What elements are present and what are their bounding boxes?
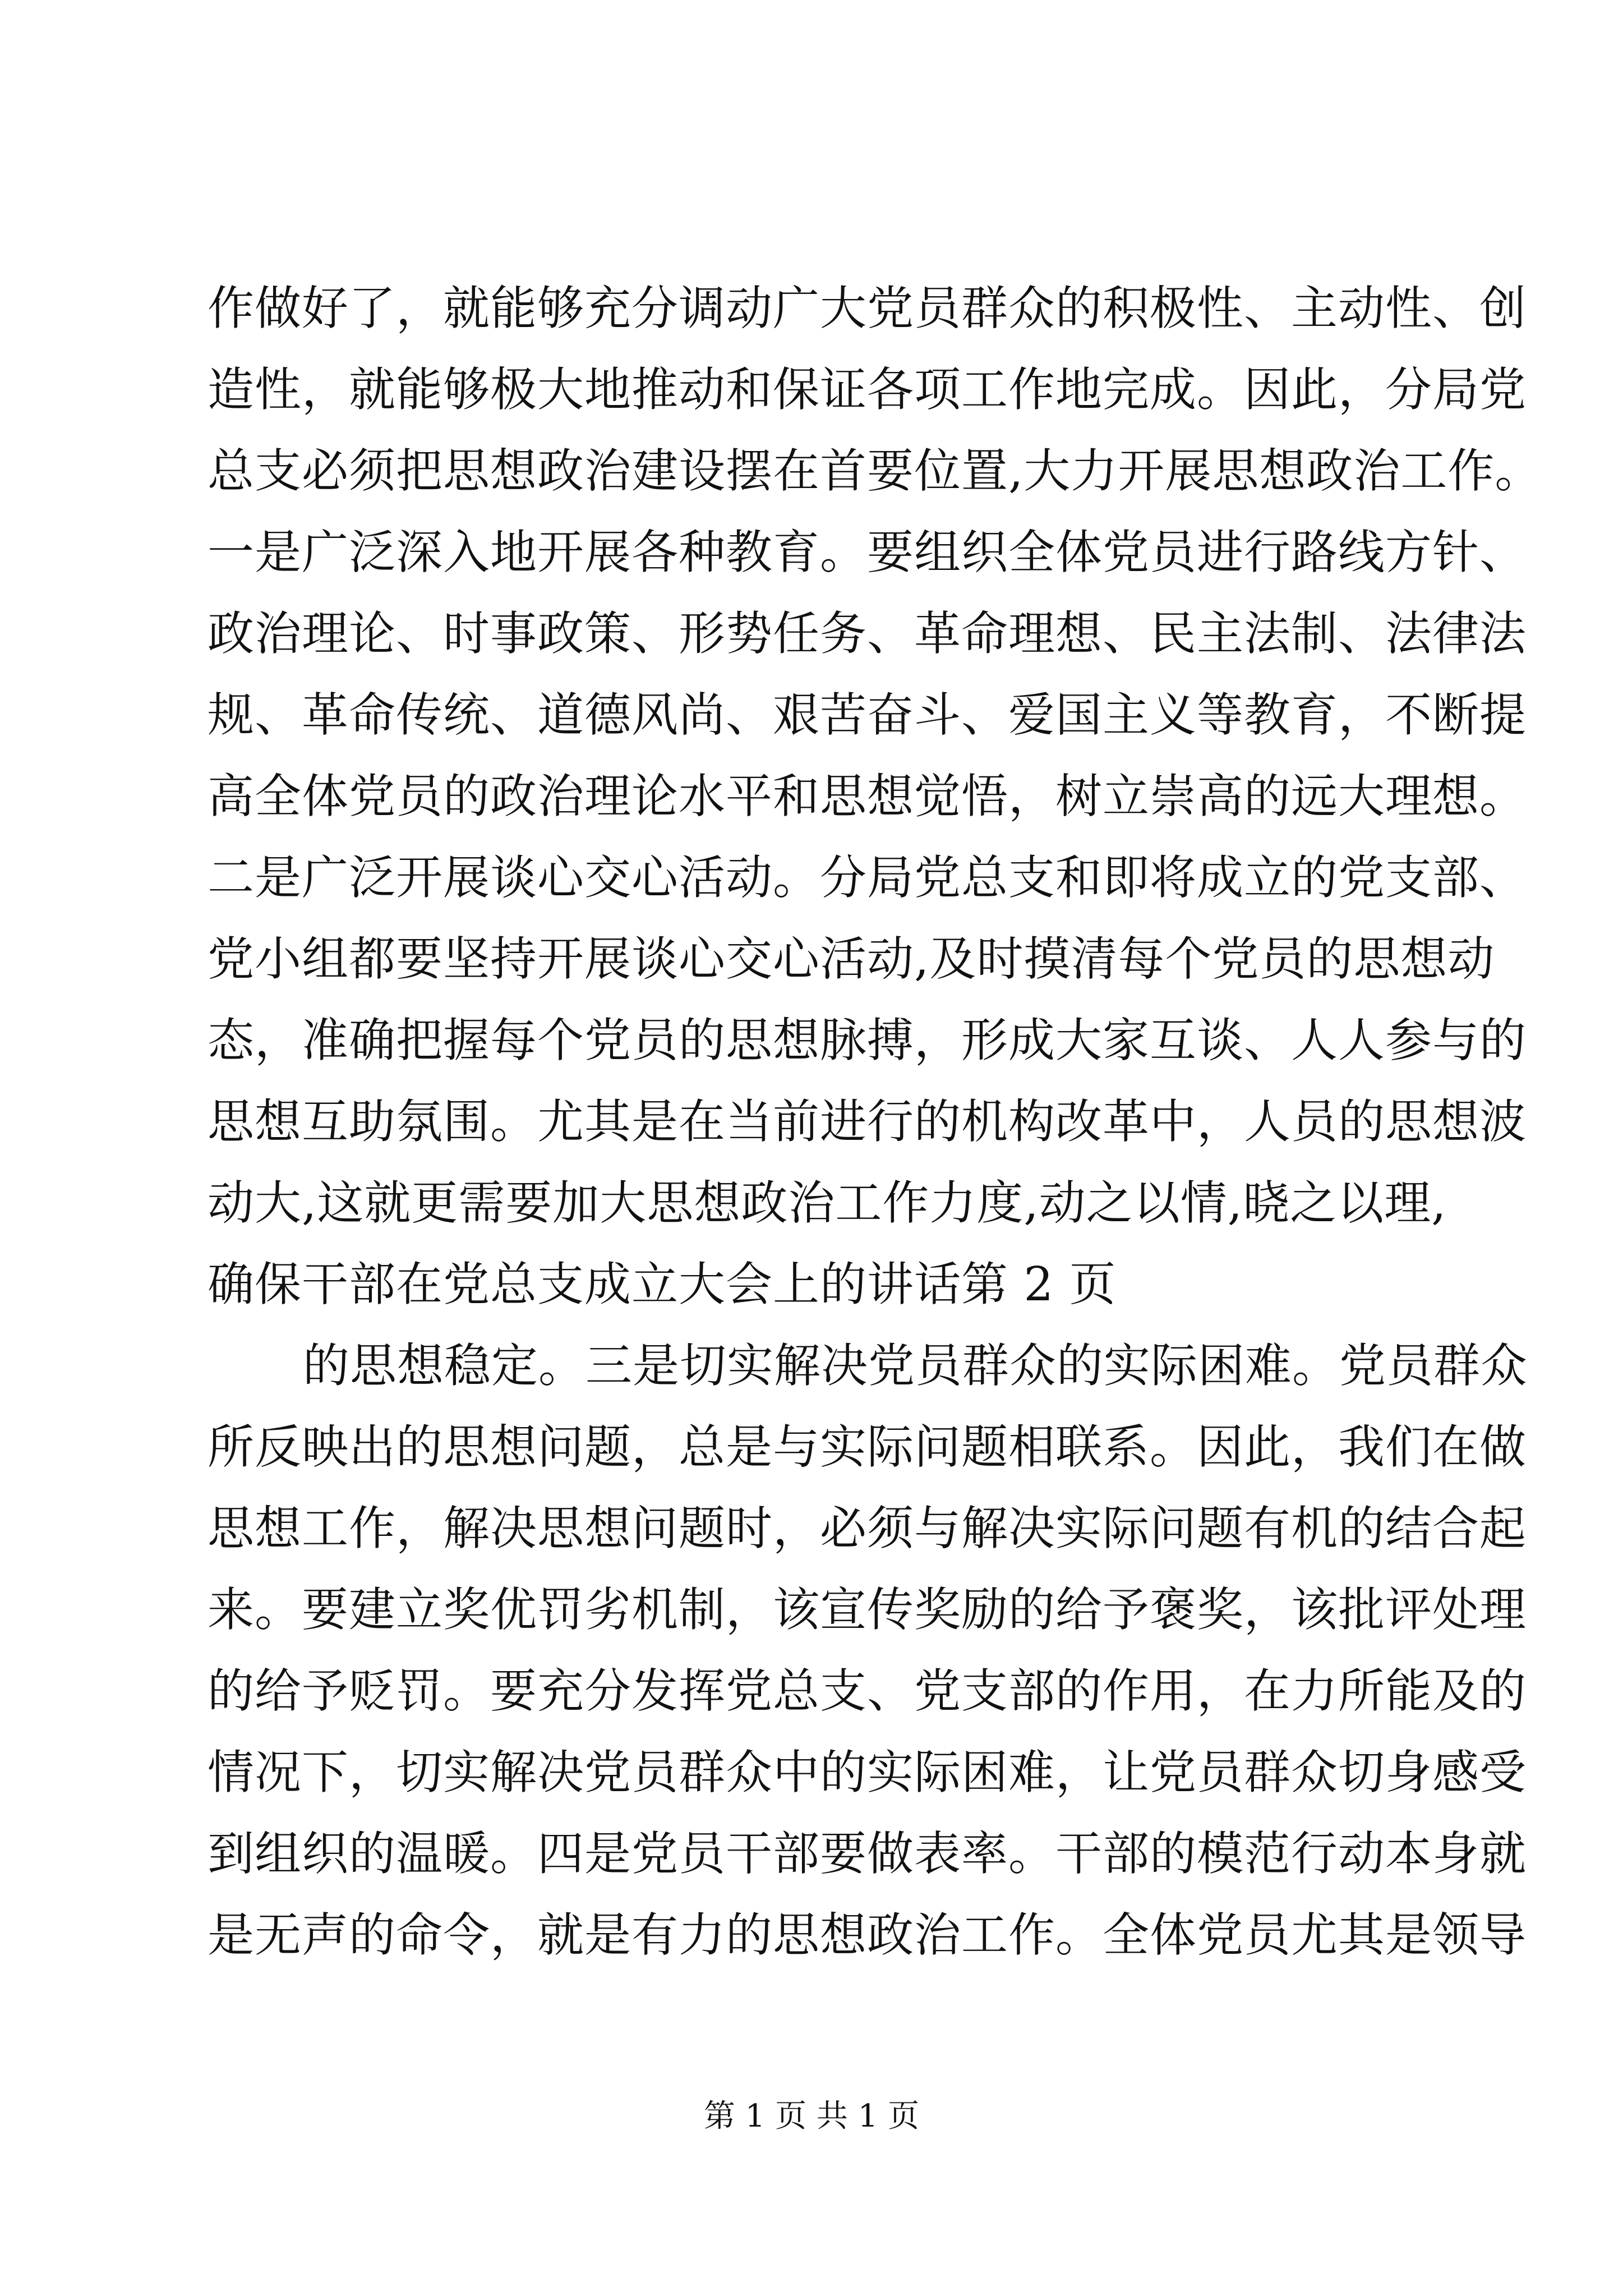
text-line: 思想互助氛围。尤其是在当前进行的机构改革中，人员的思想波 <box>208 1094 1527 1149</box>
text-line: 的给予贬罚。要充分发挥党总支、党支部的作用，在力所能及的 <box>208 1664 1527 1718</box>
text-line: 规、革命传统、道德风尚、艰苦奋斗、爱国主义等教育，不断提 <box>208 688 1527 742</box>
text-line: 二是广泛开展谈心交心活动。分局党总支和即将成立的党支部、 <box>208 850 1527 905</box>
text-line: 一是广泛深入地开展各种教育。要组织全体党员进行路线方针、 <box>208 525 1527 579</box>
text-line: 作做好了，就能够充分调动广大党员群众的积极性、主动性、创 <box>208 281 1527 335</box>
text-line: 确保干部在党总支成立大会上的讲话第 2 页 <box>208 1257 1117 1312</box>
text-line: 来。要建立奖优罚劣机制，该宣传奖励的给予褒奖，该批评处理 <box>208 1582 1527 1637</box>
text-line: 所反映出的思想问题，总是与实际问题相联系。因此，我们在做 <box>208 1420 1527 1474</box>
text-line: 态，准确把握每个党员的思想脉搏，形成大家互谈、人人参与的 <box>208 1013 1527 1068</box>
paragraph-first-line: 的思想稳定。三是切实解决党员群众的实际困难。党员群众 <box>303 1338 1528 1393</box>
page-footer: 第 1 页 共 1 页 <box>703 2098 920 2134</box>
text-line: 高全体党员的政治理论水平和思想觉悟，树立崇高的远大理想。 <box>208 769 1527 823</box>
text-line: 党小组都要坚持开展谈心交心活动,及时摸清每个党员的思想动 <box>208 932 1495 986</box>
text-line: 思想工作，解决思想问题时，必须与解决实际问题有机的结合起 <box>208 1501 1527 1556</box>
text-line: 到组织的温暖。四是党员干部要做表率。干部的模范行动本身就 <box>208 1826 1527 1881</box>
text-line: 情况下，切实解决党员群众中的实际困难，让党员群众切身感受 <box>208 1745 1527 1800</box>
text-line: 动大,这就更需要加大思想政治工作力度,动之以情,晓之以理, <box>208 1176 1447 1230</box>
text-line: 总支必须把思想政治建设摆在首要位置,大力开展思想政治工作。 <box>208 444 1542 498</box>
text-line: 政治理论、时事政策、形势任务、革命理想、民主法制、法律法 <box>208 606 1527 661</box>
text-line: 造性，就能够极大地推动和保证各项工作地完成。因此，分局党 <box>208 362 1527 417</box>
text-line: 是无声的命令，就是有力的思想政治工作。全体党员尤其是领导 <box>208 1908 1527 1962</box>
